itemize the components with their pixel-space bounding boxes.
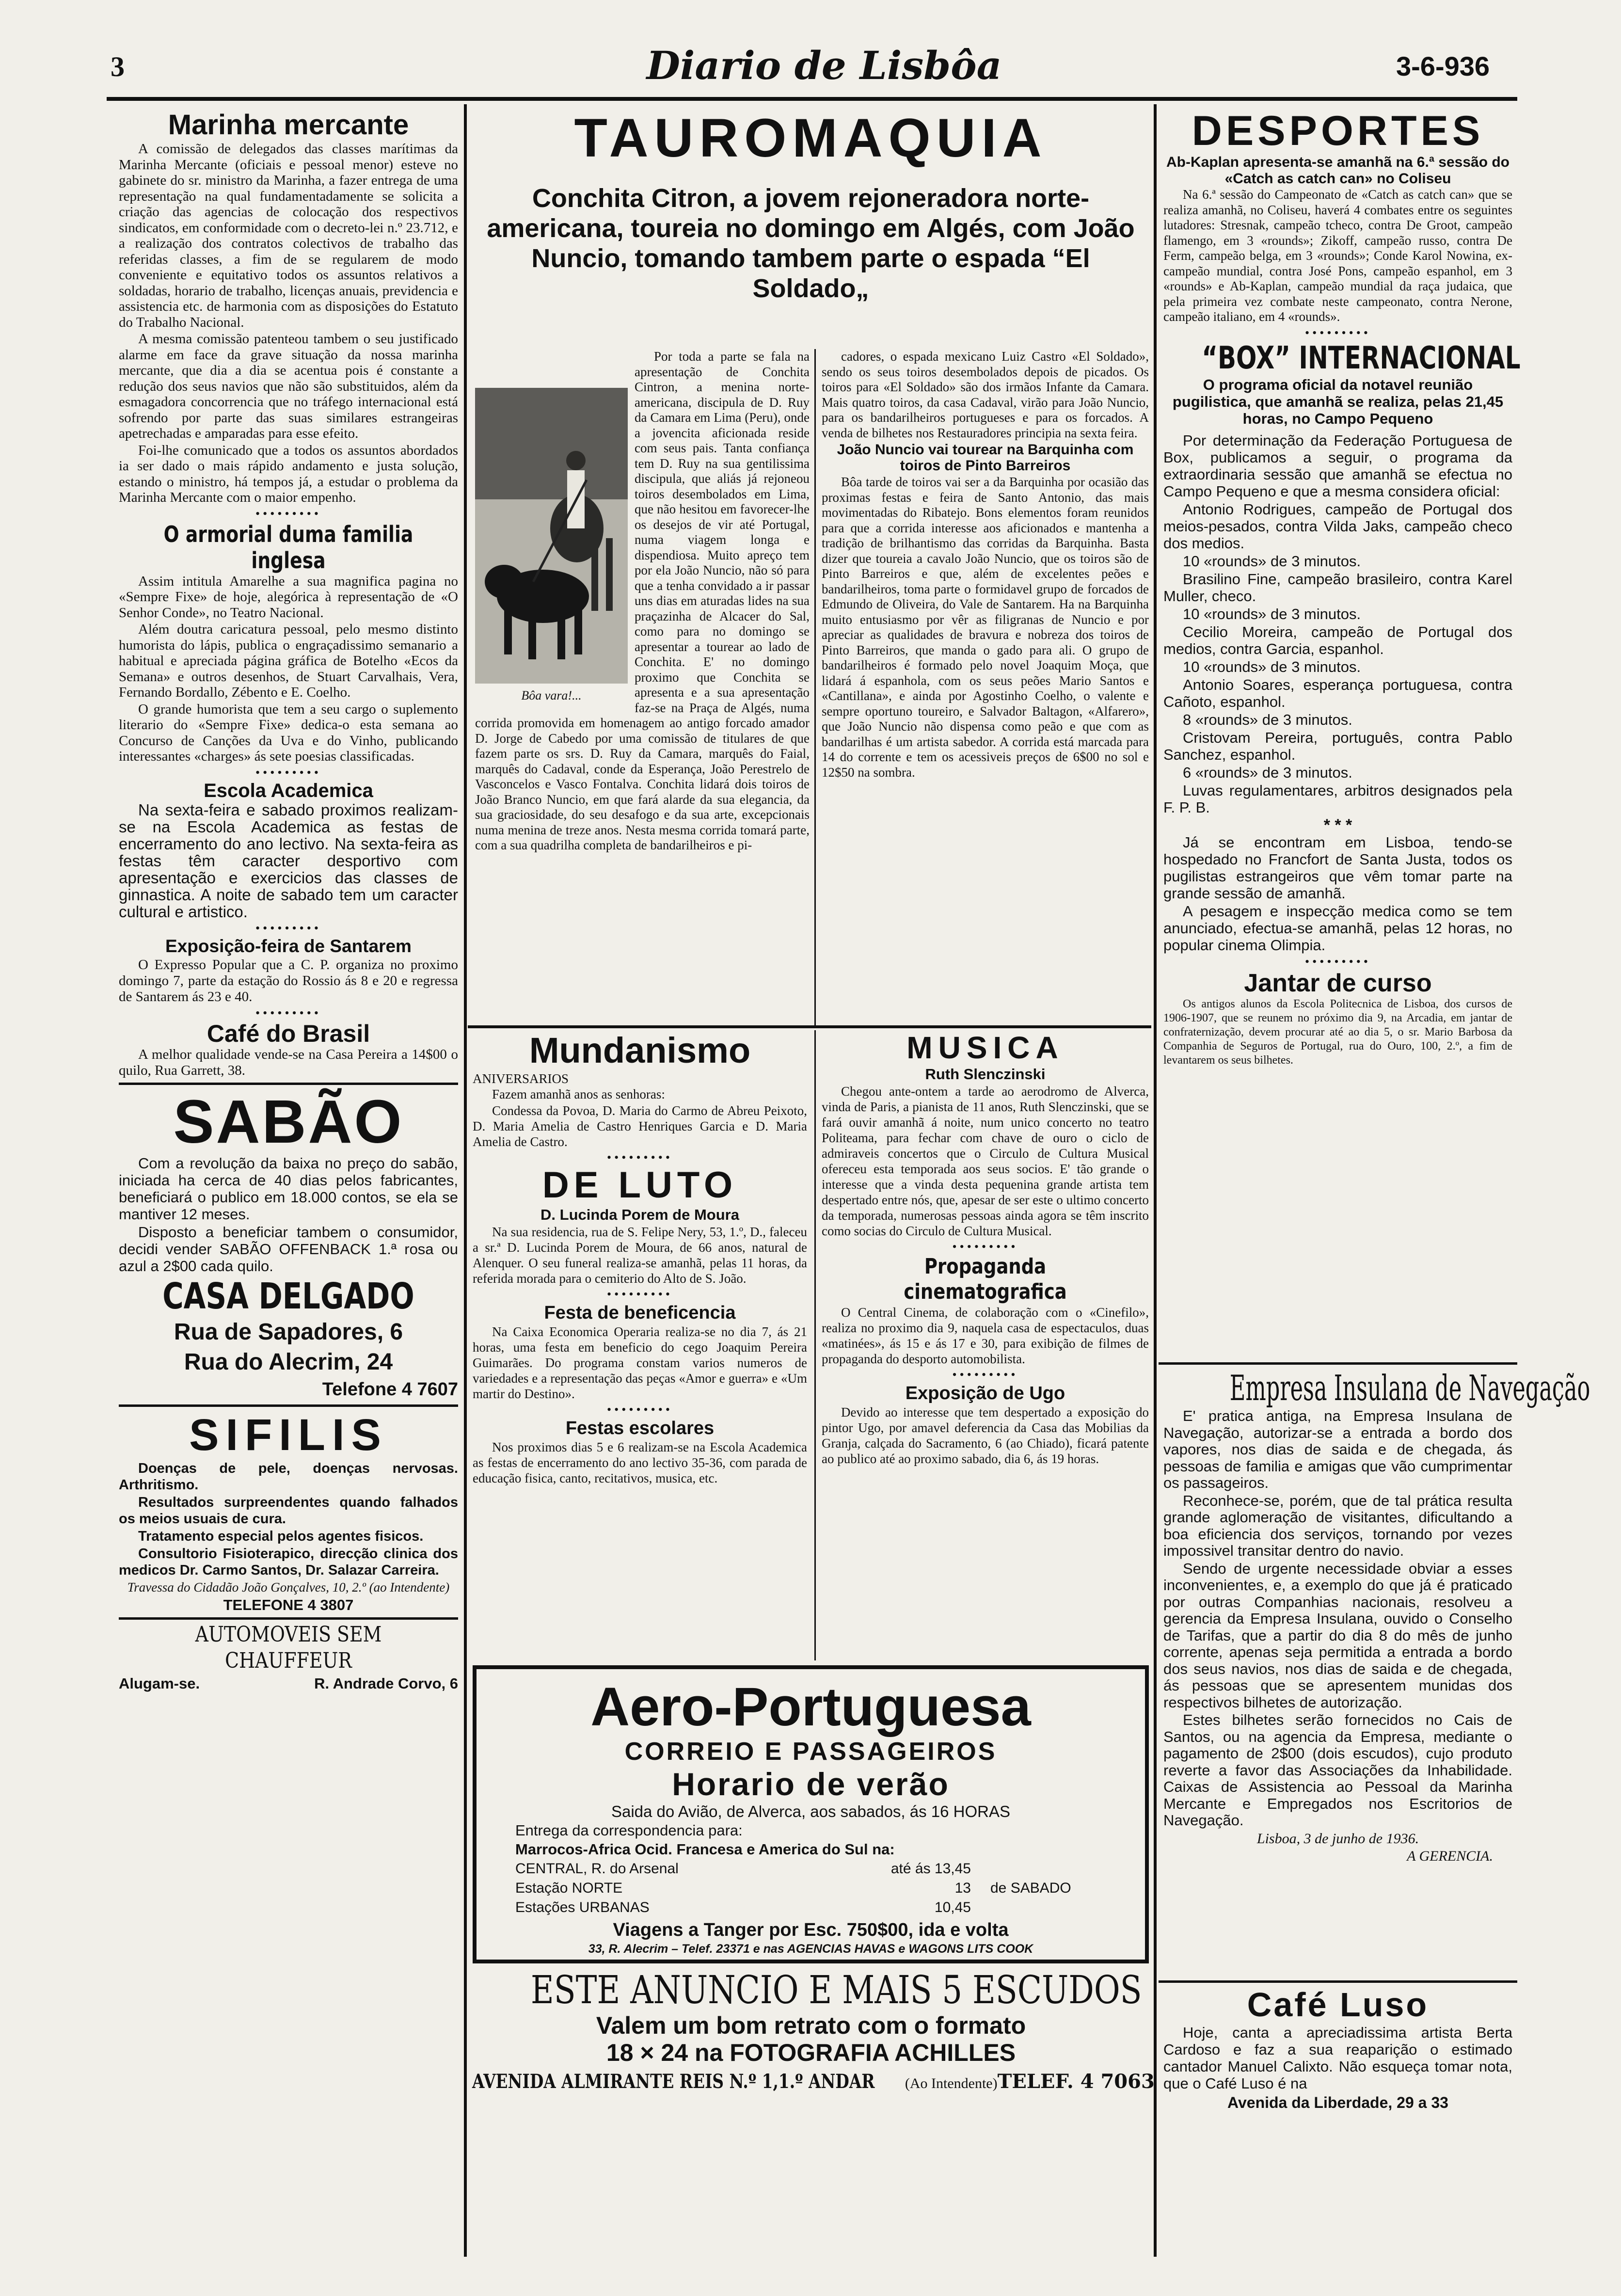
cafe-brasil-text: A melhor qualidade vende-se na Casa Pereira a 14$00 o quilo, Rua Garrett, 38. bbox=[119, 1046, 458, 1078]
exposicao-text: O Expresso Popular que a C. P. organiza no proximo domingo 7, parte da estação do Rossio ás 8 e 20 e regressa de Santarem ás 23 e 40. bbox=[119, 957, 458, 1004]
luto-name: D. Lucinda Porem de Moura bbox=[540, 1206, 739, 1223]
tauromaquia-text-left: Bôa vara!... Por toda a parte se fala na apresentação de Conchita Cintron, a menina norte-americana, discipula de D. Ruy da Camara em Lima (Peru), onde a jovencita aficionada reside com seus pais. Tanta confiança tem D. Ruy na sua gentilissima discipula, que aliás já rejoneou toiros desembolados em Lima, que não hesitou em favorecer-lhe os desejos de vir até Portugal, numa viagem longa e dispendiosa. Muito apreço tem por ela João Nuncio, não só para que a tenha convidado a ir passar uns dias em aturadas lides na sua praçazinha de Alcacer do Sal, como para no domingo se apresentar a tourear ao lado de Conchita. E' no domingo proximo que Conchita se apresenta e a sua apresentação faz-se na Praça de Algés, numa corrida promovida em homenagem ao antigo forcado amador D. Jorge de Cabedo por uma comissão de titulares de que fazem parte os srs. D. Ruy da Camara, marquês do Faial, marquês do Cadaval, conde da Esperança, João Perestrelo de Vasconcelos e Vasco Fontalva. Conchita lidará dois toiros de João Branco Nuncio, em que fará alarde da sua elegancia, da sua graciosidade, do seu desafogo e da sua arte, excepcionais numa menina de treze anos. Nesta mesma corrida tomará parte, com a sua quadrilha completa de bandarilheiros e pi- bbox=[475, 349, 810, 852]
aero-day: de SABADO bbox=[990, 1880, 1071, 1896]
column-rule bbox=[1154, 104, 1157, 2257]
separator: ••••••••• bbox=[255, 765, 321, 780]
desportes-sub: Ab-Kaplan apresenta-se amanhã na 6.ª sessão do «Catch as catch can» no Coliseu bbox=[1166, 154, 1510, 187]
ugo-text: Devido ao interesse que tem despertado a exposição do pintor Ugo, por amavel deferencia da Casa das Mobilias da Granja, calçada do Sacramento, 6 (ao Chiado), ficará patente ao publico até ao proximo sabado, dia 6, ás 19 horas. bbox=[822, 1405, 1149, 1466]
divider bbox=[119, 1404, 458, 1407]
anuncio-l2: 18 × 24 na FOTOGRAFIA ACHILLES bbox=[606, 2039, 1016, 2066]
cafe-luso-title: Café Luso bbox=[1247, 1986, 1429, 2024]
escolares-title: Festas escolares bbox=[565, 1418, 715, 1438]
sifilis-text: Doenças de pele, doenças nervosas. Arthritismo. Resultados surpreendentes quando falhados os meios usuais de cura. Tratamento especial pelos agentes fisicos. Consultorio Fisioterapico, direcção clinica dos medicos Dr. Carmo Santos, Dr. Salazar Carreira. bbox=[119, 1460, 458, 1578]
festa-text: Na Caixa Economica Operaria realiza-se no dia 7, ás 21 horas, uma festa em beneficio do cego Joaquim Pereira Guimarães. Do programa constam varios numeros de variedades e a representação das peças «Amor e guerra» e «Um martir do Destino». bbox=[473, 1324, 807, 1401]
separator: ••••••••• bbox=[952, 1240, 1018, 1254]
page-date: 3-6-936 bbox=[1396, 51, 1490, 81]
tauromaquia-title: TAUROMAQUIA bbox=[574, 108, 1048, 168]
ugo-title: Exposição de Ugo bbox=[905, 1383, 1065, 1403]
casa-delgado: CASA DELGADO bbox=[162, 1275, 414, 1317]
anuncio-ad bbox=[469, 1968, 1153, 2119]
separator: ••••••••• bbox=[607, 1403, 673, 1417]
escolares-text: Nos proximos dias 5 e 6 realizam-se na Escola Academica as festas de encerramento do ano lectivo 35-36, com parada de educação fisica, canto, recitativos, musica, etc. bbox=[473, 1440, 807, 1485]
cafe-luso-address: Avenida da Liberdade, 29 a 33 bbox=[1227, 2094, 1448, 2111]
armorial-title: O armorial duma familia inglesa bbox=[163, 521, 413, 574]
box-title: “BOX” INTERNACIONAL bbox=[1202, 340, 1521, 376]
marinha-text: A comissão de delegados das classes marítimas da Marinha Mercante (oficiais e pessoal menor) esteve no gabinete do sr. ministro da Marinha, a fazer entrega de uma representação na qual fundamentadamente se solicita a criação das agencias de colocação dos respectivos sindicatos, em conformidade com o decreto-lei n.º 23.712, e a realização dos contratos colectivos de trabalho das referidas classes, a fim de se regularem de modo conveniente e equitativo todos os assuntos relativos a soldadas, horario de trabalho, licenças anuais, previdencia e assistencia etc. de harmonia com as disposições do Estatuto do Trabalho Nacional. A mesma comissão patenteou tambem o seu justificado alarme em face da grave situação da nossa marinha mercante, que dia a dia se acentua pois é constante a redução dos seus navios que não são substituidos, além da esmagadora concorrencia que no tráfego internacional está sofrendo por parte das suas similares estrangeiras apetrechadas e amparadas para esse efeito. Foi-lhe comunicado que a todos os assuntos abordados ia ser dado o mais rápido andamento e justa solução, estando o ministro, há tempos já, a estudar o problema da Marinha Mercante com o maior empenho. bbox=[119, 141, 458, 505]
photo-caption: Bôa vara!... bbox=[521, 688, 582, 702]
aero-footer: 33, R. Alecrim – Telef. 23371 e nas AGENCIAS HAVAS e WAGONS LITS COOK bbox=[588, 1942, 1033, 1956]
insulana-title: Empresa Insulana de Navegação bbox=[1229, 1368, 1590, 1408]
insulana-text: E' pratica antiga, na Empresa Insulana de Navegação, autorizar-se a entrada a bordo dos vapores, nos dias de saida e de chegada, ás pessoas de familia e amigas que vão cumprimentar os passageiros. Reconhece-se, porém, que de tal prática resulta grande aglomeração de visitantes, dificultando a boa eficiencia dos serviços, tornando por vezes impossivel transitar dentro do navio. Sendo de urgente necessidade obviar a esses inconvenientes, e, a exemplo do que já é praticado por outras Companhias nacionais, resolveu a gerencia da Empresa Insulana, ouvido o Conselho de Tarifas, que a partir do dia 8 do mês de junho corrente, apenas seja permitida a entrada a bordo dos seus navios, nos dias de saida e de chegada, ás pessoas que se apresentem munidas dos respectivos bilhetes de autorização. Estes bilhetes serão fornecidos no Cais de Santos, ou na agencia da Empresa, mediante o pagamento de 2$00 (dois escudos), cujo produto reverte a favor das Associações da Inhabilidade. Caixas de Assistencia ao Pessoal da Marinha Mercante e Empregados nos Escritorios de Navegação. bbox=[1163, 1407, 1512, 1829]
mundanismo-title: Mundanismo bbox=[529, 1030, 751, 1070]
box-text: Por determinação da Federação Portuguesa de Box, publicamos a seguir, o programa da extraordinaria sessão que amanhã se efectua no Campo Pequeno e que a mesma considera oficial: Antonio Rodrigues, campeão de Portugal dos meios-pesados, contra Vilda Jaks, campeão checo dos medios. 10 «rounds» de 3 minutos. Brasilino Fine, campeão brasileiro, contra Karel Muller, checo. 10 «rounds» de 3 minutos. Cecilio Moreira, campeão de Portugal dos medios, contra Garcia, espanhol. 10 «rounds» de 3 minutos. Antonio Soares, esperança portuguesa, contra Cañoto, espanhol. 8 «rounds» de 3 minutos. Cristovam Pereira, português, contra Pablo Sanchez, espanhol. 6 «rounds» de 3 minutos. Luvas regulamentares, arbitros designados pela F. P. B. * * * Já se encontram em Lisboa, tendo-se hospedado no Francfort de Santa Justa, todos os pugilistas estrangeiros que vêm tomar parte na grande sessão de amanhã. A pesagem e inspecção medica como se tem anunciado, efectua-se amanhã, pelas 12 horas, no popular cinema Olimpia. bbox=[1163, 431, 1512, 954]
box-sub: O programa oficial da notavel reunião pugilistica, que amanhã se realiza, pelas 21,45 horas, no Campo Pequeno bbox=[1172, 376, 1504, 427]
luto-title: DE LUTO bbox=[542, 1164, 738, 1206]
armorial-text: Assim intitula Amarelhe a sua magnifica pagina no «Sempre Fixe» de hoje, alegórica à representação de «O Senhor Conde», no Teatro Nacional. Além doutra caricatura pessoal, pelo mesmo distinto humorista do lápis, publica o engraçadissimo semanario a habitual e apreciada página gráfica de Botelho «Ecos da Semana» e outros desenhos, de Stuart Carvalhais, Vera, Fernando Bordallo, Zébento e E. Coelho. O grande humorista que tem a seu cargo o suplemento literario do «Sempre Fixe» dedica-o esta semana ao Concurso de Canções da Uva e do Vinho, publicando interessantes «charges» ás sete poesias classificadas. bbox=[119, 573, 458, 764]
cafe-brasil-title: Café do Brasil bbox=[207, 1020, 370, 1047]
luto-text: Na sua residencia, rua de S. Felipe Nery, 53, 1.º, D., faleceu a sr.ª D. Lucinda Porem de Moura, de 66 anos, natural de Alenquer. O seu funeral realiza-se amanhã, pelas 11 horas, da referida morada para o cemiterio do Alto de S. João. bbox=[473, 1225, 807, 1286]
divider bbox=[119, 1083, 458, 1085]
sifilis-title: SIFILIS bbox=[189, 1410, 388, 1460]
musica-name: Ruth Slenczinski bbox=[925, 1066, 1046, 1083]
separator: ••••••••• bbox=[255, 1005, 321, 1020]
divider bbox=[1159, 1362, 1517, 1365]
festa-title: Festa de beneficencia bbox=[544, 1303, 736, 1323]
divider bbox=[1159, 1980, 1517, 1983]
page-number: 3 bbox=[111, 51, 125, 82]
marinha-title: Marinha mercante bbox=[168, 109, 409, 141]
column-rule bbox=[814, 1030, 816, 1660]
addr1: Rua de Sapadores, 6 bbox=[174, 1319, 403, 1345]
desportes-text: Na 6.ª sessão do Campeonato de «Catch as catch can» que se realiza amanhã, no Coliseu, haverá 4 combates entre os seguintes lutadores: Stresnak, campeão tcheco, contra De Groot, campeão flamengo, em 3 «rounds»; Zikoff, campeão russo, contra De Ferm, campeão belga, em 3 «rounds»; Conde Karol Nowina, ex-campeão mundial, contra José Pons, campeão espanhol, em 3 «rounds» e Ab-Kaplan, campeão mundial da raça judaica, que pela primeira vez combate neste campeonato, contra Nerone, campeão italiano, em 4 «rounds». bbox=[1163, 187, 1512, 324]
anuncio-title: ESTE ANUNCIO E MAIS 5 ESCUDOS bbox=[530, 1967, 1142, 2012]
separator: ••••••••• bbox=[255, 921, 321, 935]
addr2: Rua do Alecrim, 24 bbox=[184, 1349, 393, 1375]
masthead: Diario de Lisbôa bbox=[646, 43, 1002, 88]
separator: ••••••••• bbox=[607, 1287, 673, 1301]
sifilis-address: Travessa do Cidadão João Gonçalves, 10, 2.º (ao Intendente) bbox=[127, 1579, 450, 1594]
musica-title: MUSICA bbox=[906, 1030, 1064, 1065]
musica-text: Chegou ante-ontem a tarde ao aerodromo de Alverca, vinda de Paris, a pianista de 11 anos, Ruth Slenczinski, que se fará ouvir amanhã á noite, num unico concerto no teatro Politeama, para fechar com chave de ouro o ciclo de admiraveis concertos que o Circulo de Cultura Musical ofereceu esta temporada aos seus socios. E' tão grande o interesse que a vinda desta pequenina grande artista tem despertado entre nós, que, apesar de ser este o ultimo concerto da temporada, numerosas pessoas ainda agora se têm inscrito como socias do Circulo de Cultura Musical. bbox=[822, 1084, 1149, 1238]
separator: ••••••••• bbox=[1305, 954, 1371, 969]
barquinha-subhead: João Nuncio vai tourear na Barquinha com toiros de Pinto Barreiros bbox=[837, 442, 1134, 474]
aero-title: Aero-Portuguesa bbox=[590, 1676, 1031, 1737]
insulana-section bbox=[1163, 1368, 1590, 1865]
sifilis-phone: TELEFONE 4 3807 bbox=[223, 1596, 354, 1613]
divider bbox=[468, 1025, 1151, 1028]
anuncio-l1: Valem um bom retrato com o formato bbox=[596, 2012, 1026, 2039]
stars-separator: * * * bbox=[1323, 815, 1352, 834]
aero-schedule-labels: CENTRAL, R. do Arsenal Estação NORTE Estações URBANAS bbox=[515, 1861, 679, 1915]
column-rule bbox=[464, 104, 467, 2257]
aniversarios-label: ANIVERSARIOS bbox=[473, 1071, 569, 1086]
separator: ••••••••• bbox=[952, 1368, 1018, 1382]
separator: ••••••••• bbox=[1305, 325, 1371, 340]
automoveis-line: Alugam-se. R. Andrade Corvo, 6 bbox=[119, 1674, 458, 1692]
aero-sub1: CORREIO E PASSAGEIROS bbox=[624, 1738, 997, 1766]
aero-line2: Entrega da correspondencia para: bbox=[515, 1822, 743, 1839]
column-right bbox=[1163, 108, 1521, 1068]
propaganda-text: O Central Cinema, de colaboração com o «Cinefilo», realiza no proximo dia 9, naquela casa de espectaculos, duas «matinées», ás 15 e ás 17 e 30, para exibição de filmes de propaganda do desporto automobilista. bbox=[822, 1305, 1149, 1366]
column-rule bbox=[814, 349, 816, 1025]
aero-viagens: Viagens a Tanger por Esc. 750$00, ida e volta bbox=[613, 1920, 1009, 1940]
aero-sub2: Horario de verão bbox=[672, 1766, 950, 1802]
tauromaquia-headline: Conchita Citron, a jovem rejoneradora norte-americana, toureia no domingo em Algés, com João Nuncio, tomando tambem parte o espada “El Soldado„ bbox=[487, 184, 1135, 303]
tauromaquia-text-right: cadores, o espada mexicano Luiz Castro «El Soldado», sendo os seus toiros desembolados depois de picados. Os toiros para «El Soldado» são dos irmãos Infante da Camara. Mais quatro toiros, da casa Cadaval, virão para João Nuncio, para os bandarilheiros portugueses e para os forcados. A venda de bilhetes nos Restauradores principia na sexta feira. João Nuncio vai tourear na Barquinha com toiros de Pinto Barreiros Bôa tarde de toiros vai ser a da Barquinha por ocasião das proximas festas e feira de Santo Antonio, das mais movimentadas do Ribatejo. Bons elementos foram reunidos para que a corrida interesse aos aficionados e mantenha a tradição de brilhantismo das corridas da Barquinha. Basta dizer que toureia a cavalo João Nuncio, que os toiros são de Pinto Barreiros e que, além de excelentes peões e bandarilheiros, toma parte o formidavel grupo de forcados de Edmundo de Oliveira, do Vale de Santarem. Ha na Barquinha muito entusiasmo por vêr as filigranas de Nuncio e por apreciar as qualidades de bravura e nobreza dos toiros de Pinto Barreiros, que manda o gado para ali. O grupo de bandarilheiros é formado pelo novel Joaquim Moça, que lidará á espanhola, com os seus peões Mario Santos e «Cantillana», e ainda por Agostinho Coelho, o valente e sempre oportuno toureiro, e Salvador Baltagon, «Alfarero», que João Nuncio não dispensa como peão e que com as bandarilhas é um artista sabedor. A corrida está marcada para 14 do corrente e tem os acessiveis preços de 6$00 no sol e 12$50 na sombra. bbox=[822, 349, 1149, 780]
aero-ad bbox=[473, 1665, 1149, 1963]
escola-text: Na sexta-feira e sabado proximos realizam-se na Escola Academica as festas de encerramento do ano lectivo. Na sexta-feira as festas têm caracter desportivo com apresentação e exercicios das classes de ginnastica. A noite de sabado tem um caracter cultural e artistico. bbox=[119, 800, 458, 921]
jantar-title: Jantar de curso bbox=[1244, 969, 1432, 997]
divider bbox=[119, 1617, 458, 1620]
separator: ••••••••• bbox=[255, 506, 321, 521]
aniversarios-text: Fazem amanhã anos as senhoras: Condessa da Povoa, D. Maria do Carmo de Abreu Peixoto, D. Maria Amelia de Castro Henriques Garcia e D. Maria Amelia de Castro. bbox=[473, 1087, 807, 1149]
aero-line1: Saida do Avião, de Alverca, aos sabados, ás 16 HORAS bbox=[611, 1802, 1011, 1820]
escola-title: Escola Academica bbox=[204, 780, 373, 801]
bullfight-photo-image bbox=[475, 388, 628, 684]
sabao-text: Com a revolução da baixa no preço do sabão, iniciada ha cerca de 40 dias pelos fabricantes, beneficiará o publico em 18.000 contos, se ela se mantiver 12 meses. Disposto a beneficiar tambem o consumidor, decidi vender SABÃO OFFENBACK 1.ª rosa ou azul a 2$00 cada quilo. bbox=[119, 1154, 458, 1275]
tauromaquia-section bbox=[473, 108, 1149, 313]
column-left bbox=[119, 109, 458, 1693]
sabao-phone: Telefone 4 7607 bbox=[322, 1379, 458, 1400]
mundanismo-section bbox=[473, 1030, 807, 1487]
automoveis-title: AUTOMOVEIS SEM CHAUFFEUR bbox=[195, 1622, 382, 1673]
insulana-sign: A GERENCIA. bbox=[1407, 1848, 1493, 1864]
propaganda-title: Propaganda cinematografica bbox=[904, 1254, 1067, 1304]
aero-schedule-times: até ás 13,45 13 10,45 bbox=[890, 1861, 971, 1915]
insulana-date: Lisboa, 3 de junho de 1936. bbox=[1256, 1830, 1419, 1847]
separator: ••••••••• bbox=[607, 1150, 673, 1164]
desportes-title: DESPORTES bbox=[1192, 108, 1484, 154]
jantar-text: Os antigos alunos da Escola Politecnica de Lisboa, dos cursos de 1906-1907, que se reunem no próximo dia 9, na Arcadia, em jantar de confraternização, devem procurar até ao dia 5, o sr. Mario Barbosa da Companhia de Seguros de Portugal, rua do Ouro, 100, 2.º, a fim de levantarem os seus bilhetes. bbox=[1163, 997, 1512, 1067]
exposicao-title: Exposição-feira de Santarem bbox=[165, 936, 412, 956]
sabao-title: SABÃO bbox=[173, 1087, 404, 1156]
aero-schedule bbox=[477, 1859, 1145, 1919]
cafe-luso-text: Hoje, canta a apreciadissima artista Berta Cardoso e faz a sua reaparição o estimado cantador Manuel Calixto. Não esqueça tomar nota, que o Café Luso é na bbox=[1163, 2024, 1512, 2092]
anuncio-l3: AVENIDA ALMIRANTE REIS N.º 1,1.º ANDAR (Ao Intendente) TELEF. 4 7063 bbox=[472, 2070, 1155, 2093]
aero-line3: Marrocos-Africa Ocid. Francesa e America do Sul na: bbox=[515, 1841, 895, 1858]
bull-photo bbox=[475, 388, 628, 705]
musica-section bbox=[822, 1030, 1149, 1467]
header-rule bbox=[107, 97, 1517, 101]
cafe-luso-section bbox=[1163, 1985, 1512, 2112]
